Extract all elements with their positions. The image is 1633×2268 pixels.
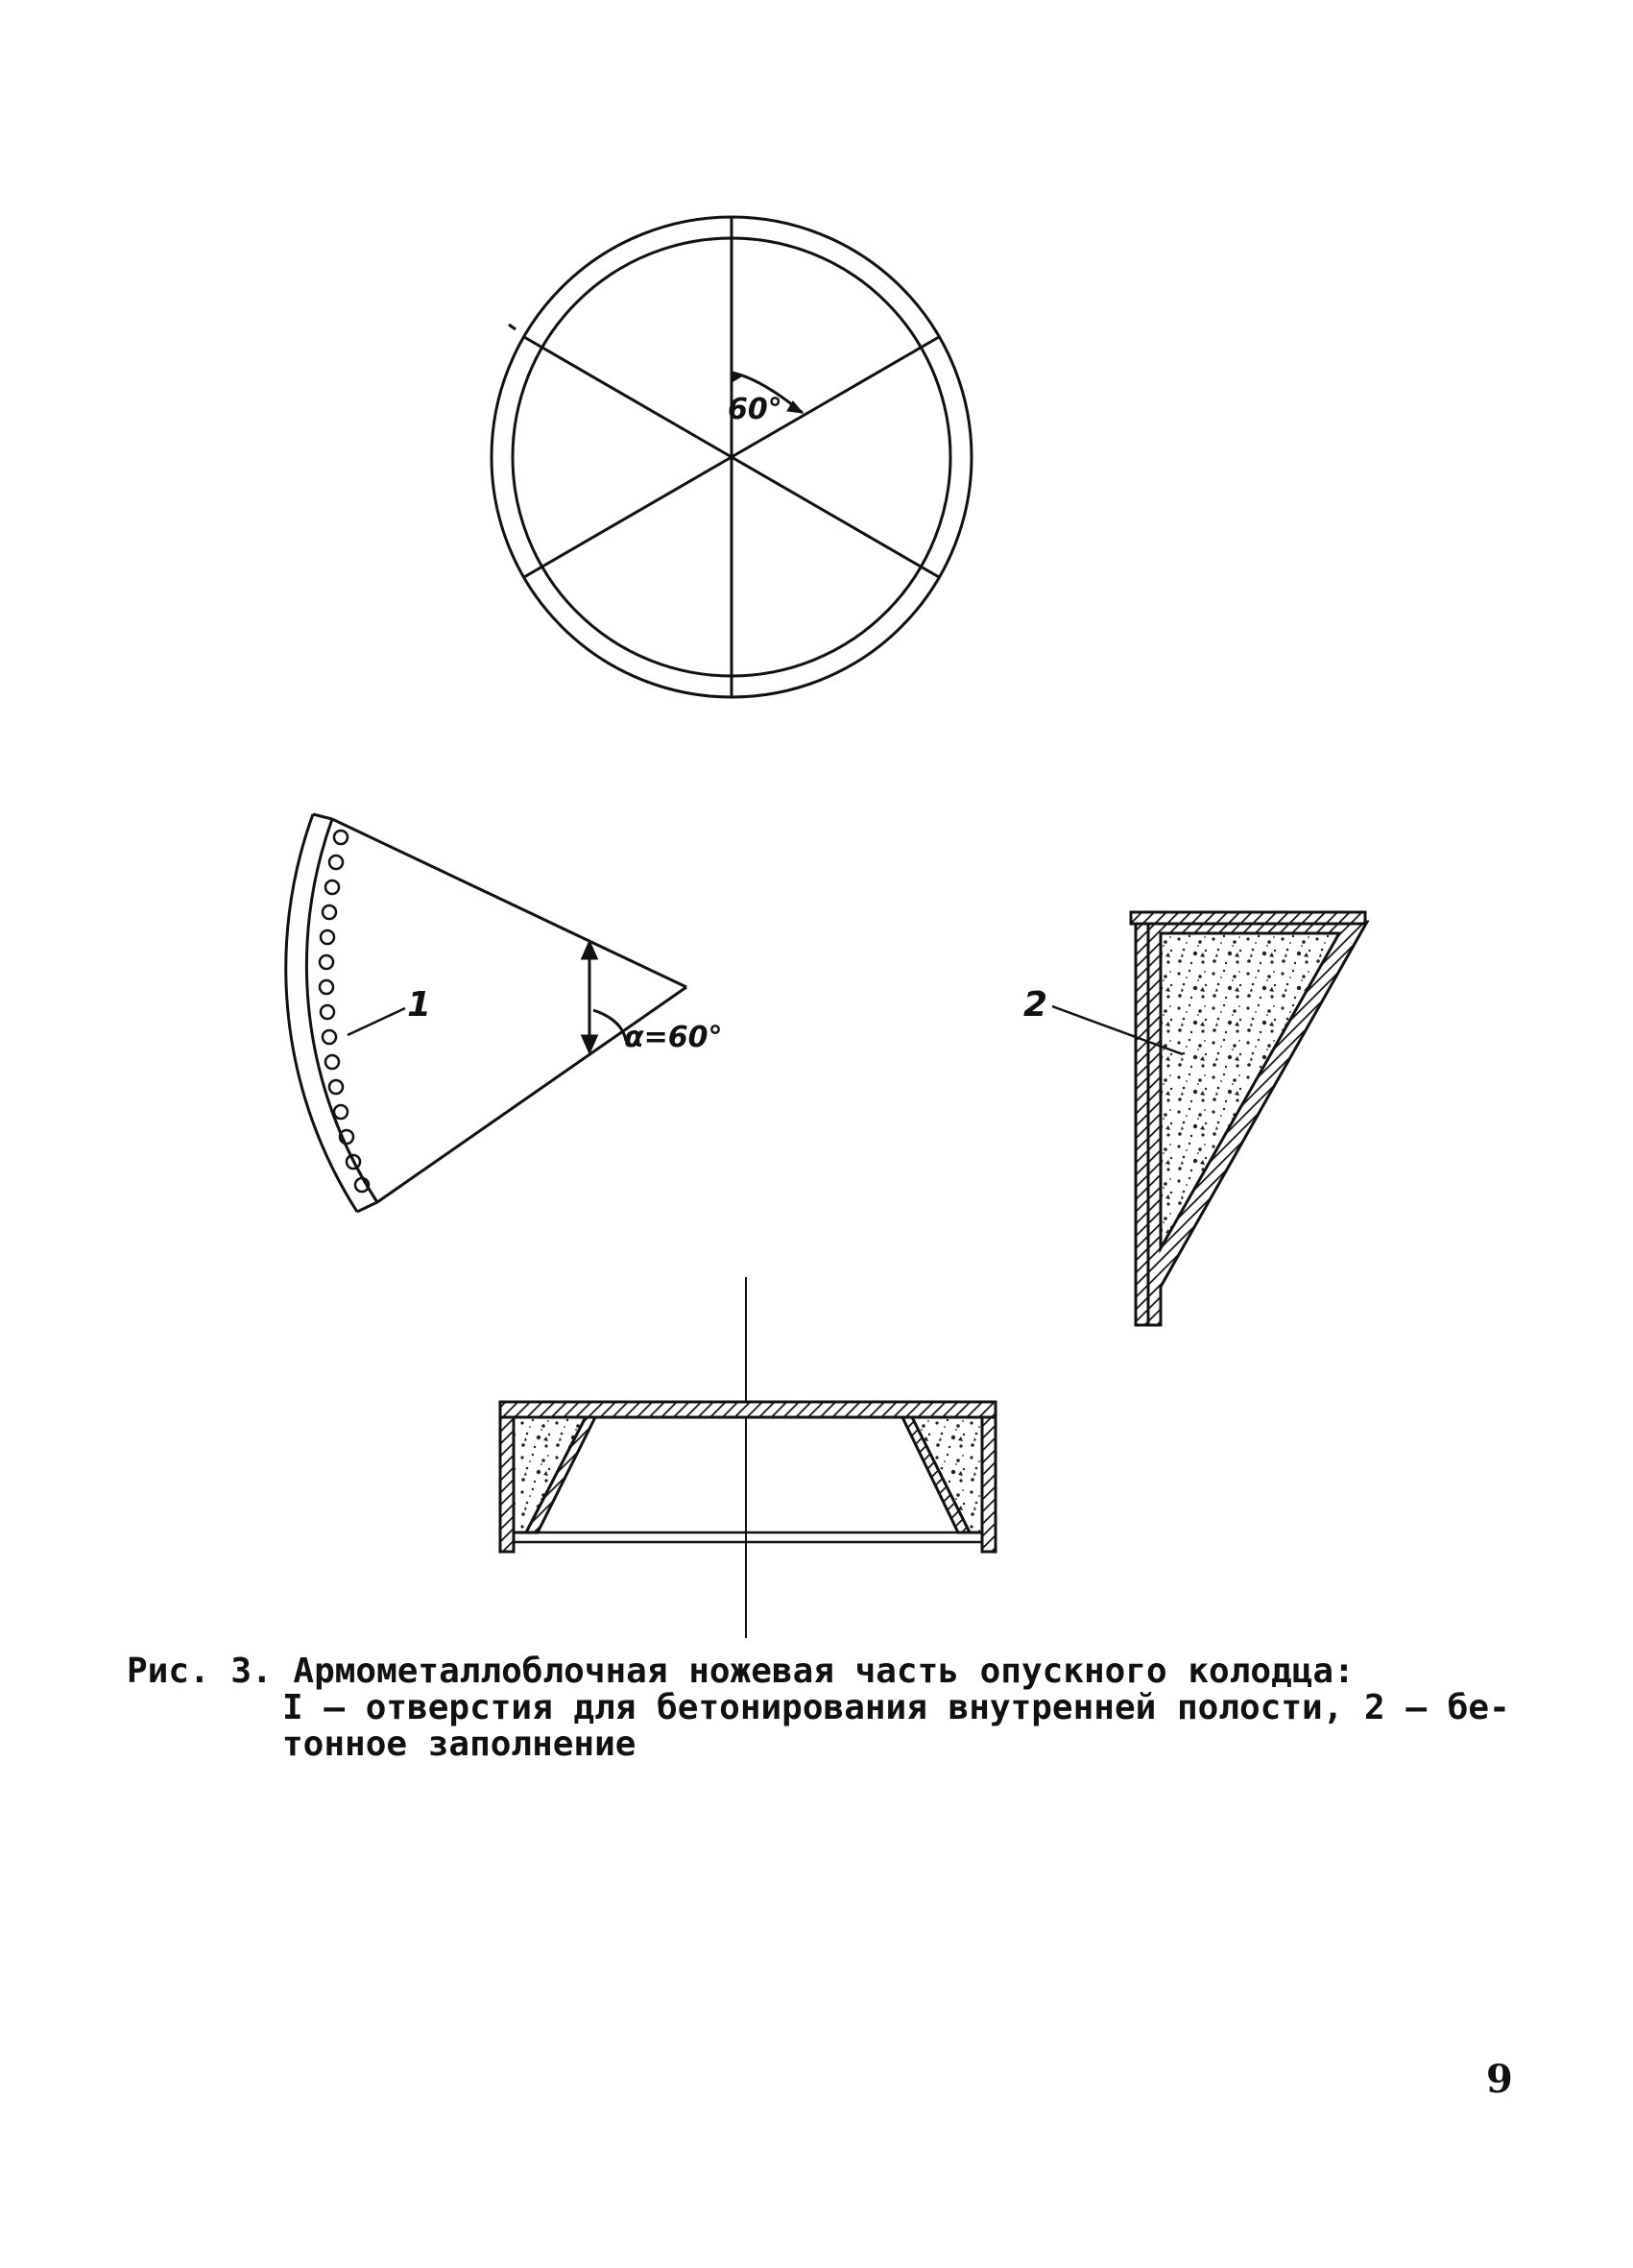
section-top-plate — [500, 1402, 996, 1417]
section-left-wall — [500, 1417, 514, 1552]
hatched-top-plate — [1131, 912, 1365, 924]
radial-line — [524, 457, 732, 577]
caption-line-2: I – отверстия для бетонирования внутренней полости, 2 – бе- — [282, 1688, 1510, 1727]
plan-view-ring — [492, 217, 972, 697]
callout-2-label: 2 — [1023, 985, 1048, 1025]
segment-inner-arc — [306, 819, 377, 1202]
section-right-concrete — [912, 1417, 982, 1532]
section-left-concrete — [514, 1417, 586, 1532]
tick-mark — [509, 325, 516, 329]
segment-edge-top — [332, 819, 686, 987]
arrow-head — [583, 943, 596, 958]
section-right-wall — [982, 1417, 996, 1552]
radial-line — [732, 457, 939, 577]
callout-1-leader — [348, 1008, 405, 1035]
caption-line-3: тонное заполнение — [282, 1725, 636, 1764]
concreting-holes — [320, 831, 369, 1192]
concrete-fill — [1161, 933, 1339, 1248]
radial-line — [524, 337, 732, 457]
arrow-head — [583, 1036, 596, 1051]
sector-segment — [286, 814, 686, 1212]
page-number: 9 — [1486, 2057, 1513, 2102]
cross-section-detail — [1052, 912, 1367, 1325]
segment-cap — [313, 814, 332, 819]
hatched-left-wall — [1136, 924, 1148, 1325]
segment-angle-label: α=60° — [624, 1021, 723, 1054]
angle-arc — [593, 1010, 626, 1041]
section-view — [500, 1277, 996, 1638]
figure-caption — [127, 1653, 1509, 1763]
segment-cap — [357, 1202, 377, 1212]
callout-1-label: 1 — [407, 985, 432, 1025]
plan-angle-label: 60° — [728, 393, 782, 426]
caption-line-1: Рис. 3. Армометаллоблочная ножевая часть опускного колодца: — [127, 1652, 1355, 1691]
